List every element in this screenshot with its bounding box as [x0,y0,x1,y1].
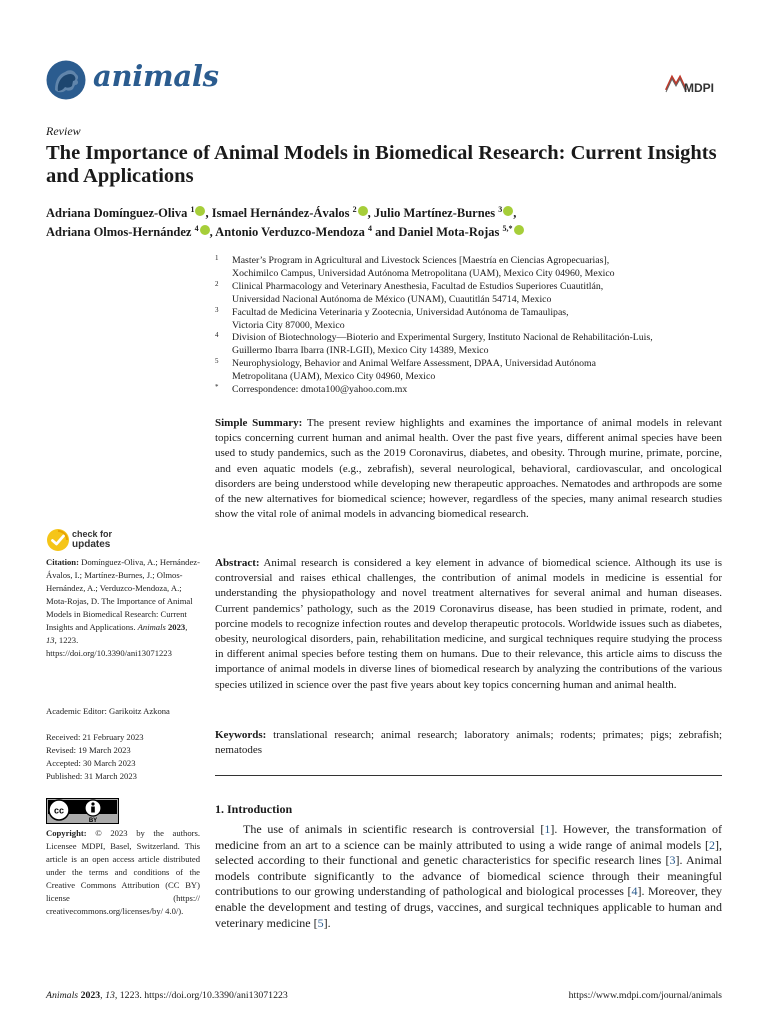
article-type: Review [46,124,81,138]
abstract-label: Abstract: [215,557,260,569]
orcid-icon[interactable] [514,225,524,235]
correspondence [215,384,725,397]
affiliation-number: 3 [215,305,219,314]
footer-doi[interactable]: , 1223. https://doi.org/10.3390/ani13071223 [114,990,288,1001]
simple-summary [215,416,722,522]
footer-year: 2023 [80,990,101,1001]
keywords-text: translational research; animal research; laboratory animals; rodents; primates; pigs; zebrafish; nematodes [215,729,723,757]
author-name[interactable]: Antonio Verduzco-Mendoza [215,225,365,240]
copyright-text: © 2023 by the authors. Licensee MDPI, Basel, Switzerland. This article is an open access article distributed under the terms and conditions of the Creative Commons Attribution (CC BY) license (https:// creativecommons.org/licenses/by/ 4.0/). [46,828,200,916]
abstract-text: Animal research is considered a key element in advance of biomedical science. Although its use is controversial and raises ethical challenges, the contribution of animal models in medicine is essential for understanding the physiopathology and novel treatment alternatives for several animal and human diseases. Current pandemics’ pathology, such as the 2019 Coronavirus disease, has been studied in primate, rodent, and porcine models to recognize infection routes and develop therapeutic protocols. Worldwide issues such as diabetes, obesity, neurological disorders, pain, rehabilitation medicine, and surgical techniques require studying the process in different animal species before testing them on humans. Due to their relevance, this article aims to discuss the importance of animal models in diverse lines of biomedical research by analyzing the contributions of the various species utilized in science over the past five years about key topics concerning human and animal health. [215,557,722,691]
date-published: Published: 31 March 2023 [46,771,137,781]
affiliation-line: Master’s Program in Agricultural and Livestock Sciences [Maestría en Ciencias Agropecuarias], [232,255,610,266]
affiliation-item [215,307,725,333]
author-separator: , [209,225,216,240]
author-separator: , [367,206,374,221]
affiliation-item [215,358,725,384]
author-name[interactable]: Daniel Mota-Rojas [398,225,500,240]
affiliation-number: 4 [215,331,219,340]
footer-citation: Animals 2023, 13, 1223. https://doi.org/10.3390/ani13071223 [46,990,288,1001]
date-received: Received: 21 February 2023 [46,732,144,742]
reference-link[interactable]: 3 [669,853,676,868]
reference-link[interactable]: 5 [317,915,324,930]
introduction-text: ]. Moreover, they enable the development and testing of drugs, vaccines, and surgical techniques applicable to human and veterinary medicine [ [215,884,723,930]
svg-text:BY: BY [88,818,98,824]
citation-year: 2023 [168,622,186,632]
affiliation-number: 5 [215,357,219,366]
journal-logo-icon [46,60,86,100]
check-updates-line1: check for [72,529,113,539]
affiliation-line: Division of Biotechnology—Bioterio and Experimental Surgery, Instituto Nacional de Rehabilitación-Luis, [232,332,653,344]
affiliation-line: Facultad de Medicina Veterinaria y Zootecnia, Universidad Autónoma de Tamaulipas, [232,306,569,318]
introduction-text: ]. [323,915,331,930]
academic-editor: Academic Editor: Garikoitz Azkona [46,706,170,716]
publisher-name: MDPI [684,81,714,95]
reference-link[interactable]: 4 [631,884,638,899]
correspondence-line[interactable]: Correspondence: dmota100@yahoo.com.mx [232,384,408,396]
orcid-icon[interactable] [200,225,210,235]
citation-journal: Animals [137,622,166,632]
introduction-text: ]. Animal models contribute significantly to the advance of biomedical science through their meaningful contributions to our growing understanding of pathological and biological processes [ [215,853,722,899]
copyright-notice [46,827,200,918]
author-affil-number: 4 [194,224,199,234]
cc-by-license-icon[interactable] [46,798,119,824]
author-separator: , [205,206,212,221]
check-updates-line2: updates [72,539,111,550]
introduction-text: ]. However, the transformation of medicine from an art to a science can be mainly attributed to using a wide range of animal models [ [215,822,722,852]
section-heading: 1. Introduction [215,802,293,816]
reference-link[interactable]: 2 [709,837,715,852]
citation-text: Domínguez-Oliva, A.; Hernández-Ávalos, I.; Martínez-Burnes, J.; Olmos-Hernández, A.; Verduzco-Mendoza, A.; Mota-Rojas, D. The Importance of Animal Models in Biomedical Research: Current Insights and Applications. [46,557,200,632]
affiliation-line: Universidad Nacional Autónoma de México (UNAM), Cuautitlán 54714, Mexico [232,293,552,305]
footer-journal-url[interactable]: https://www.mdpi.com/journal/animals [568,990,722,1001]
author-separator: and [371,225,399,240]
author-list [46,202,736,240]
affiliation-number: * [215,383,219,392]
footer-journal: Animals [46,990,79,1001]
author-name[interactable]: Adriana Olmos-Hernández [46,225,192,240]
reference-link[interactable]: 1 [544,822,551,836]
affiliation-line: Xochimilco Campus, Universidad Autónoma Metropolitana (UAM), Mexico City 04960, Mexico [232,267,615,279]
section-divider [215,775,722,776]
affiliation-item [215,332,725,358]
simple-summary-label: Simple Summary: [215,417,303,429]
date-revised: Revised: 19 March 2023 [46,745,131,755]
citation-volume: 13 [46,635,55,645]
orcid-icon[interactable] [195,206,205,216]
keywords [215,728,722,758]
journal-name: animals [93,59,219,93]
author-separator: , [513,206,517,221]
author-affil-number: 4 [367,224,372,234]
affiliation-number: 2 [215,279,219,288]
check-updates-icon [46,528,70,552]
author-name[interactable]: Julio Martínez-Burnes [373,206,496,221]
abstract [215,556,722,693]
check-updates-text [72,529,112,550]
orcid-icon[interactable] [358,206,368,216]
author-affil-number: 1 [190,205,195,214]
introduction-paragraph [215,822,722,931]
affiliation-item [215,255,725,281]
affiliation-number: 1 [215,254,219,262]
author-affil-number: 3 [498,205,503,214]
orcid-icon[interactable] [503,206,513,216]
check-for-updates-badge[interactable] [46,528,136,552]
citation-block: Citation: Domínguez-Oliva, A.; Hernández-Ávalos, I.; Martínez-Burnes, J.; Olmos-Hernández, A.; Verduzco-Mendoza, A.; Mota-Rojas, D. The Importance of Animal Models in Biomedical Research: Current Insights and Applications. Animals 2023, 13, 1223. https://doi.org/10.3390/ani13071223 [46,557,200,658]
citation-doi[interactable]: , 1223. https://doi.org/10.3390/ani13071223 [46,635,172,658]
publication-dates [46,731,200,783]
affiliation-line: Guillermo Ibarra Ibarra (INR-LGII), Mexico City 14389, Mexico [232,345,489,357]
affiliation-line: Clinical Pharmacology and Veterinary Anesthesia, Facultad de Estudios Superiores Cuautitlán, [232,280,604,292]
simple-summary-text: The present review highlights and examines the importance of animal models in relevant topics concerning current human and animal health. Over the past five years, different animal species have been used to study pandemics, such as the 2019 Coronavirus, diabetes, and obesity. Through murine, primate, porcine, and even aquatic models (e.g., zebrafish), several neurological, behavioral, cardiovascular, and oncological disorders are being understood while developing new therapeutic approaches. Nematodes and arthropods are some of the new alternatives for biomedical science; however, regardless of the species, many animal research studies show the vital role of animal models in advancing biomedical research. [215,417,722,521]
introduction-text: The use of animals in scientific research is controversial [ [243,822,545,836]
citation-label: Citation: [46,557,79,567]
affiliations [215,255,725,397]
affiliation-line: Victoria City 87000, Mexico [232,319,345,331]
keywords-label: Keywords: [215,729,267,741]
affiliation-item [215,281,725,307]
author-name[interactable]: Ismael Hernández-Ávalos [211,206,350,221]
affiliation-line: Neurophysiology, Behavior and Animal Welfare Assessment, DPAA, Universidad Autónoma [232,358,597,370]
author-name[interactable]: Adriana Domínguez-Oliva [46,206,188,221]
copyright-label: Copyright: [46,828,87,838]
svg-text:cc: cc [53,805,65,816]
affiliation-line: Metropolitana (UAM), Mexico City 04960, Mexico [232,371,436,383]
journal-header [46,58,722,102]
footer-volume: 13 [105,990,115,1001]
introduction-text: ], selected according to their functional and genetic characteristics for specific research lines [ [215,837,722,868]
article-title: The Importance of Animal Models in Biomedical Research: Current Insights and Applications [46,142,717,187]
date-accepted: Accepted: 30 March 2023 [46,758,136,768]
author-affil-number: 2 [352,205,357,214]
mdpi-logo-icon [664,71,722,97]
author-affil-number: 5,* [502,224,513,234]
